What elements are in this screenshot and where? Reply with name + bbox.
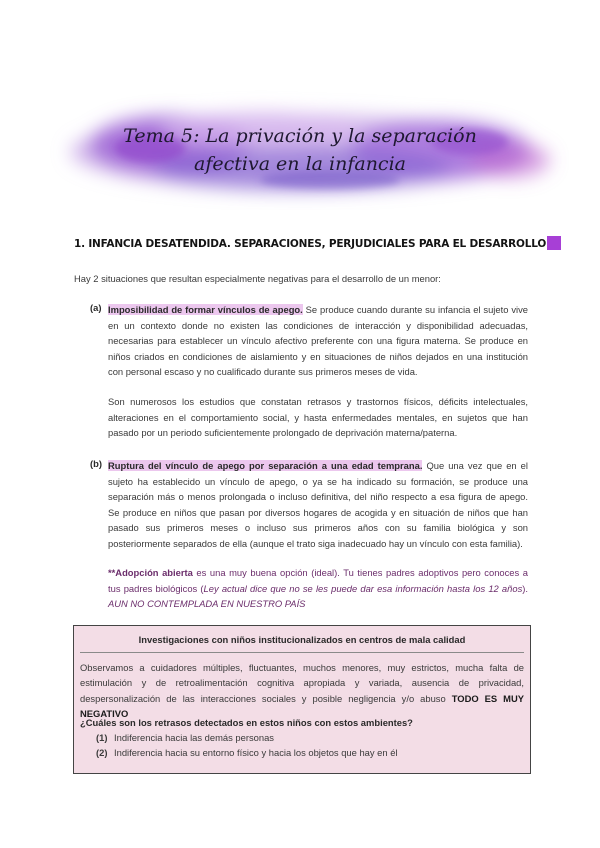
box-list-item [96,747,398,758]
box-list-item [96,732,274,743]
item-a-text: Se produce cuando durante su infancia el sujeto vive en un contexto donde no existen las condiciones de interacción y disponibilidad adecuadas, necesarias para establecer un vínculo afectivo preferente con una figura materna. Se produce en niños criados en condiciones de aislamiento y en situaciones de niños dejados en una institución con personal escaso y no cualificado durante sus primeros meses de vida. [108,304,528,378]
adoption-note [108,565,528,612]
item-a-paragraph [108,302,528,380]
title-line-2: afectiva en la infancia [194,153,406,175]
box-list-number: (1) [96,732,108,743]
box-list-text: Indiferencia hacia su entorno físico y hacia los objetos que hay en él [114,747,398,758]
box-list-number: (2) [96,747,108,758]
item-b-paragraph [108,458,528,552]
item-b-highlight: Ruptura del vínculo de apego por separación a una edad temprana. [108,460,423,471]
note-text: es una muy buena opción (ideal). Tu tienes padres adoptivos pero conoces a tus padres biológicos ( [108,567,528,594]
heading-color-block [547,236,561,250]
box-divider [80,652,524,653]
item-a-label: (a) [90,302,102,313]
note-italic: Ley actual dice que no se les puede dar esa información hasta los 12 años [203,582,523,594]
box-text: Observamos a cuidadores múltiples, fluctuantes, muchos menores, muy estrictos, mucha falta de estimulación y de retroalimentación cognitiva apropiada y variada, ausencia de privacidad, despersonalización de las interacciones sociales y posible negligencia y/o abuso [80,662,524,704]
item-b-text: Que una vez que en el sujeto ha establecido un vínculo de apego, o ya se ha indicado su formación, se produce una separación más o menos prolongada o incluso definitiva, del niño respecto a esa figura de apego. Se produce en niños que pasan por diversos hogares de acogida y en situación de niños que han pasado sus primeros meses o incluso sus primeros años con su familia biológica y son posteriormente separados de ella (aunque el trato siga inadecuado hay un vínculo con esta familia). [108,460,528,549]
note-bold: **Adopción abierta [108,567,193,578]
document-title [0,122,600,178]
title-line-1: Tema 5: La privación y la separación [123,125,477,147]
box-title: Investigaciones con niños institucionalizados en centros de mala calidad [138,634,466,645]
note-after: ). [522,582,528,594]
section-heading [74,236,547,250]
research-box [73,625,531,774]
note-caps: AUN NO CONTEMPLADA EN NUESTRO PAÍS [108,598,306,610]
item-a-highlight: Imposibilidad de formar vínculos de apego. [108,304,303,315]
item-a-paragraph-2: Son numerosos los estudios que constatan retrasos y trastornos físicos, déficits intelectuales, alteraciones en el comportamiento social, y hasta enfermedades mentales, en sujetos que han pasado por un periodo suficientemente prolongado de deprivación materna/paterna. [108,396,528,439]
box-paragraph [80,660,524,722]
box-text-bold: TODO ES MUY NEGATIVO [80,692,524,720]
box-list-text: Indiferencia hacia las demás personas [114,732,274,743]
section-heading-text: 1. INFANCIA DESATENDIDA. SEPARACIONES, PERJUDICIALES PARA EL DESARROLLO [74,238,547,250]
item-b-label: (b) [90,458,102,469]
box-question: ¿Cuáles son los retrasos detectados en estos niños con estos ambientes? [80,717,413,728]
intro-paragraph: Hay 2 situaciones que resultan especialmente negativas para el desarrollo de un menor: [74,273,441,284]
